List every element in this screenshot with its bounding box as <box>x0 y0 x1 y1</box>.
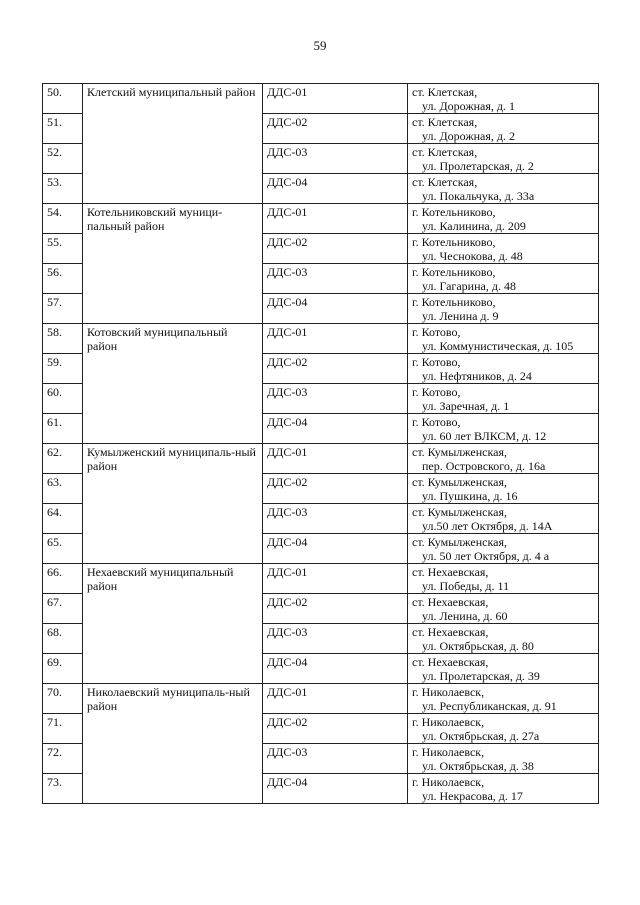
page-number: 59 <box>313 38 327 53</box>
row-number: 67. <box>43 594 83 624</box>
row-number: 66. <box>43 564 83 594</box>
service-code: ДДС-04 <box>263 534 408 564</box>
row-number: 51. <box>43 114 83 144</box>
service-code: ДДС-01 <box>263 684 408 714</box>
address-cell <box>408 204 599 234</box>
address-line-1: ст. Кумылженская, <box>412 535 507 549</box>
address-cell <box>408 264 599 294</box>
service-code: ДДС-01 <box>263 444 408 474</box>
row-number: 63. <box>43 474 83 504</box>
service-code: ДДС-01 <box>263 204 408 234</box>
address-line-1: г. Котельниково, <box>412 265 496 279</box>
row-number: 70. <box>43 684 83 714</box>
service-code: ДДС-03 <box>263 624 408 654</box>
table-row <box>43 444 599 474</box>
address-line-1: ст. Нехаевская, <box>412 565 489 579</box>
address-cell <box>408 534 599 564</box>
address-line-2: ул. 60 лет ВЛКСМ, д. 12 <box>422 429 547 443</box>
row-number: 62. <box>43 444 83 474</box>
address-cell <box>408 564 599 594</box>
address-cell <box>408 594 599 624</box>
service-code: ДДС-04 <box>263 174 408 204</box>
district-name: Котовский муниципальный район <box>83 324 263 444</box>
address-line-1: ст. Кумылженская, <box>412 475 507 489</box>
address-line-2: ул. Пролетарская, д. 2 <box>422 159 534 173</box>
table-row <box>43 84 599 114</box>
address-line-2: ул. Некрасова, д. 17 <box>422 789 523 803</box>
address-line-1: г. Котельниково, <box>412 205 496 219</box>
address-line-2: ул.50 лет Октября, д. 14А <box>422 519 553 533</box>
address-line-1: ст. Клетская, <box>412 115 478 129</box>
row-number: 58. <box>43 324 83 354</box>
address-line-2: ул. Чеснокова, д. 48 <box>422 249 523 263</box>
address-line-2: ул. 50 лет Октября, д. 4 а <box>422 549 550 563</box>
row-number: 55. <box>43 234 83 264</box>
address-line-2: ул. Победы, д. 11 <box>422 579 510 593</box>
service-code: ДДС-03 <box>263 144 408 174</box>
dispatch-services-table <box>42 83 599 804</box>
service-code: ДДС-01 <box>263 324 408 354</box>
address-line-2: ул. Республиканская, д. 91 <box>422 699 557 713</box>
address-line-1: г. Котово, <box>412 415 461 429</box>
address-cell <box>408 654 599 684</box>
district-name: Нехаевский муниципальный район <box>83 564 263 684</box>
address-line-2: ул. Октябрьская, д. 27а <box>422 729 540 743</box>
service-code: ДДС-03 <box>263 504 408 534</box>
address-line-2: ул. Дорожная, д. 1 <box>422 99 516 113</box>
service-code: ДДС-02 <box>263 714 408 744</box>
address-cell <box>408 474 599 504</box>
address-line-2: ул. Октябрьская, д. 38 <box>422 759 534 773</box>
address-cell <box>408 624 599 654</box>
address-cell <box>408 444 599 474</box>
address-line-1: ст. Нехаевская, <box>412 655 489 669</box>
service-code: ДДС-04 <box>263 774 408 804</box>
service-code: ДДС-04 <box>263 654 408 684</box>
district-name: Клетский муниципальный район <box>83 84 263 204</box>
district-name: Николаевский муниципаль-ный район <box>83 684 263 804</box>
address-line-2: ул. Ленина, д. 60 <box>422 609 508 623</box>
row-number: 60. <box>43 384 83 414</box>
row-number: 53. <box>43 174 83 204</box>
row-number: 73. <box>43 774 83 804</box>
address-cell <box>408 354 599 384</box>
address-line-1: г. Котельниково, <box>412 235 496 249</box>
address-cell <box>408 84 599 114</box>
service-code: ДДС-03 <box>263 384 408 414</box>
service-code: ДДС-01 <box>263 564 408 594</box>
row-number: 52. <box>43 144 83 174</box>
table-row <box>43 204 599 234</box>
address-cell <box>408 714 599 744</box>
row-number: 68. <box>43 624 83 654</box>
address-line-1: г. Николаевск, <box>412 715 485 729</box>
address-line-1: ст. Кумылженская, <box>412 445 507 459</box>
address-cell <box>408 114 599 144</box>
address-cell <box>408 744 599 774</box>
row-number: 54. <box>43 204 83 234</box>
service-code: ДДС-04 <box>263 414 408 444</box>
address-line-1: ст. Кумылженская, <box>412 505 507 519</box>
service-code: ДДС-03 <box>263 264 408 294</box>
address-line-2: ул. Пролетарская, д. 39 <box>422 669 540 683</box>
address-line-2: ул. Заречная, д. 1 <box>422 399 510 413</box>
address-line-2: ул. Дорожная, д. 2 <box>422 129 516 143</box>
table-body <box>43 84 599 804</box>
address-line-1: ст. Клетская, <box>412 175 478 189</box>
address-cell <box>408 774 599 804</box>
address-cell <box>408 174 599 204</box>
address-line-1: г. Котово, <box>412 325 461 339</box>
address-cell <box>408 684 599 714</box>
row-number: 56. <box>43 264 83 294</box>
address-line-2: ул. Покальчука, д. 33а <box>422 189 535 203</box>
address-line-1: ст. Клетская, <box>412 145 478 159</box>
address-cell <box>408 384 599 414</box>
service-code: ДДС-04 <box>263 294 408 324</box>
address-line-2: ул. Октябрьская, д. 80 <box>422 639 534 653</box>
address-line-1: г. Котельниково, <box>412 295 496 309</box>
address-cell <box>408 234 599 264</box>
address-line-1: г. Николаевск, <box>412 685 485 699</box>
address-cell <box>408 504 599 534</box>
address-line-1: ст. Клетская, <box>412 85 478 99</box>
service-code: ДДС-02 <box>263 474 408 504</box>
row-number: 61. <box>43 414 83 444</box>
table-row <box>43 324 599 354</box>
district-name: Кумылженский муниципаль-ный район <box>83 444 263 564</box>
row-number: 50. <box>43 84 83 114</box>
address-line-2: ул. Гагарина, д. 48 <box>422 279 516 293</box>
address-line-1: г. Котово, <box>412 385 461 399</box>
service-code: ДДС-02 <box>263 234 408 264</box>
address-cell <box>408 324 599 354</box>
district-name: Котельниковский муници-пальный район <box>83 204 263 324</box>
row-number: 59. <box>43 354 83 384</box>
row-number: 64. <box>43 504 83 534</box>
address-line-1: г. Котово, <box>412 355 461 369</box>
address-line-2: ул. Нефтяников, д. 24 <box>422 369 532 383</box>
service-code: ДДС-02 <box>263 354 408 384</box>
row-number: 69. <box>43 654 83 684</box>
address-line-1: г. Николаевск, <box>412 745 485 759</box>
service-code: ДДС-02 <box>263 114 408 144</box>
address-cell <box>408 414 599 444</box>
service-code: ДДС-03 <box>263 744 408 774</box>
address-line-1: ст. Нехаевская, <box>412 625 489 639</box>
table-row <box>43 564 599 594</box>
address-line-2: ул. Калинина, д. 209 <box>422 219 526 233</box>
address-line-1: г. Николаевск, <box>412 775 485 789</box>
address-line-1: ст. Нехаевская, <box>412 595 489 609</box>
row-number: 57. <box>43 294 83 324</box>
address-line-2: ул. Пушкина, д. 16 <box>422 489 518 503</box>
address-cell <box>408 294 599 324</box>
service-code: ДДС-01 <box>263 84 408 114</box>
row-number: 72. <box>43 744 83 774</box>
table-row <box>43 684 599 714</box>
address-line-2: ул. Коммунистическая, д. 105 <box>422 339 574 353</box>
address-cell <box>408 144 599 174</box>
row-number: 71. <box>43 714 83 744</box>
address-line-2: ул. Ленина д. 9 <box>422 309 499 323</box>
row-number: 65. <box>43 534 83 564</box>
address-line-2: пер. Островского, д. 16а <box>422 459 546 473</box>
service-code: ДДС-02 <box>263 594 408 624</box>
